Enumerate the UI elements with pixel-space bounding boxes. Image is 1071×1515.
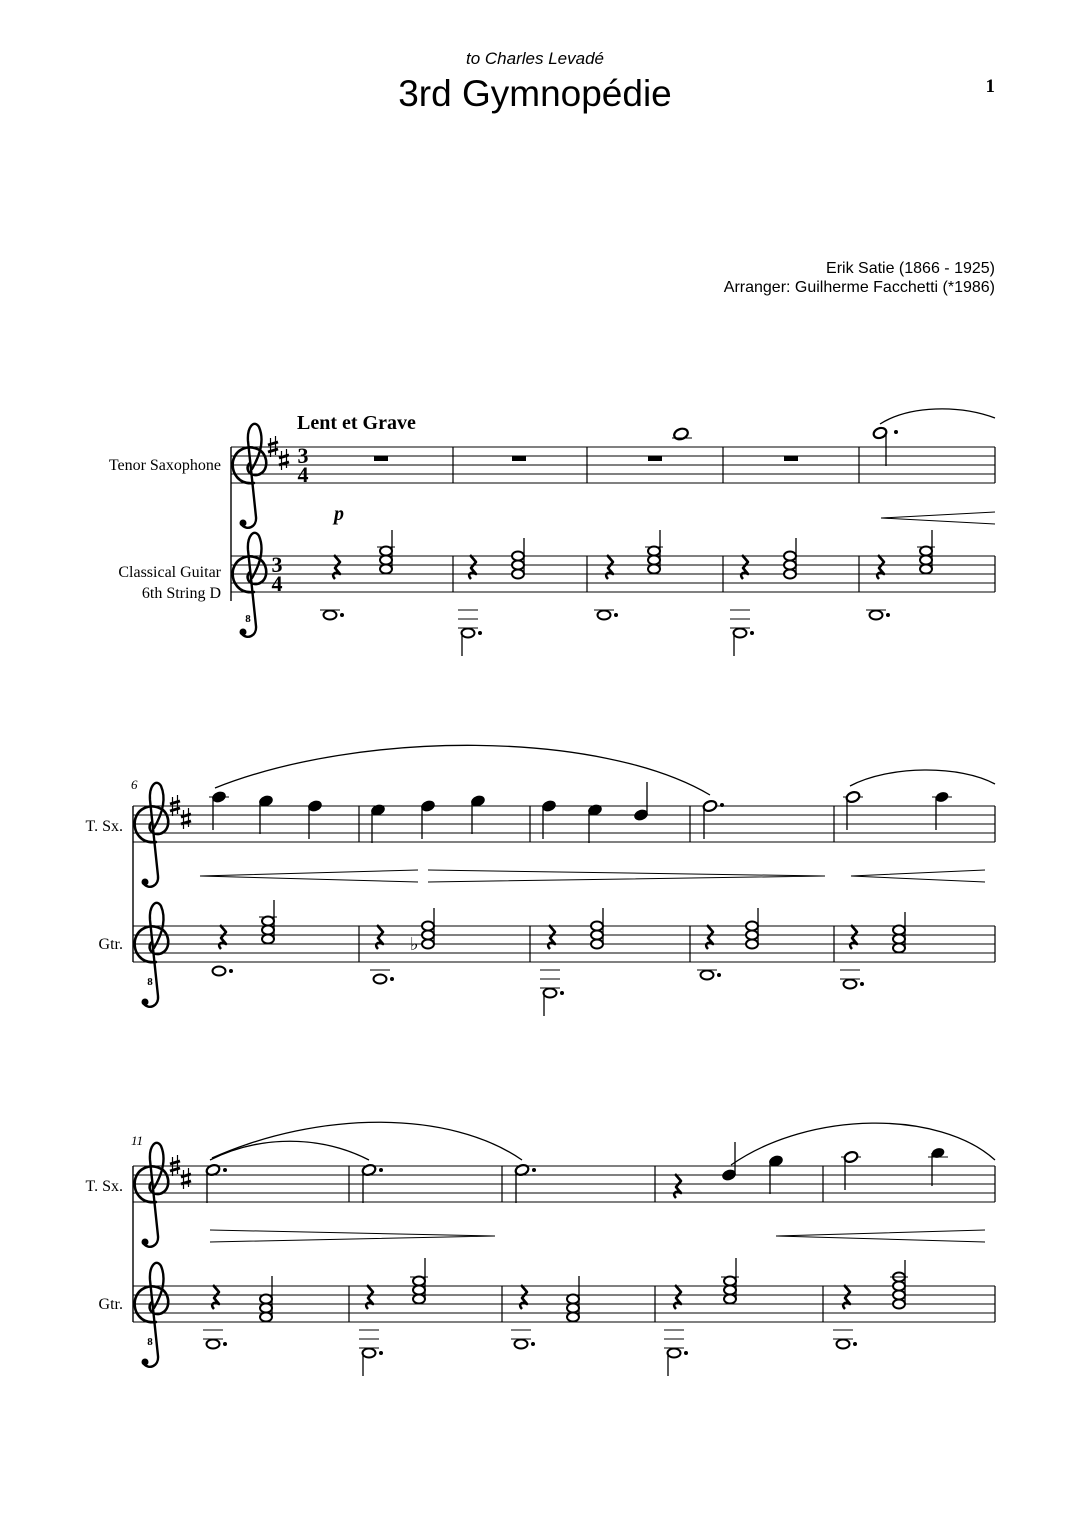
note-b5-dotted-half xyxy=(872,426,898,466)
arranger-credit: Arranger: Guilherme Facchetti (*1986) xyxy=(723,279,995,296)
guitar-measure xyxy=(320,530,395,620)
note xyxy=(514,1163,536,1203)
staff-sax xyxy=(133,1166,995,1202)
crescendo-hairpin xyxy=(851,870,985,882)
staff-sax xyxy=(231,447,995,483)
note xyxy=(205,1163,227,1203)
page-title: 3rd Gymnopédie xyxy=(398,73,672,114)
time-sig-denominator: 4 xyxy=(271,571,283,596)
instrument-label-sax: Tenor Saxophone xyxy=(108,457,221,474)
decrescendo-hairpin xyxy=(428,870,825,882)
measure-number: 11 xyxy=(131,1133,144,1148)
note xyxy=(361,1163,383,1203)
guitar-measure xyxy=(370,908,434,984)
quarter-rest xyxy=(674,1174,681,1198)
guitar-clef-octave: 8 xyxy=(245,613,251,625)
instrument-label-sax-short: T. Sx. xyxy=(85,1178,123,1195)
staff-sax xyxy=(133,806,995,842)
measure-rest xyxy=(784,456,798,461)
time-sig-numerator: 3 xyxy=(297,443,309,468)
crescendo-hairpin xyxy=(881,512,995,524)
sharp-icon xyxy=(181,808,191,829)
sax-notes xyxy=(209,782,649,843)
guitar-measure xyxy=(664,1258,739,1376)
instrument-label-guitar-line2: 6th String D xyxy=(141,585,221,602)
instrument-label-sax-short: T. Sx. xyxy=(85,818,123,835)
guitar-measure xyxy=(203,1276,272,1349)
crescendo-hairpin xyxy=(776,1230,985,1242)
guitar-measure xyxy=(866,530,935,620)
guitar-clef-octave: 8 xyxy=(147,1336,153,1348)
instrument-label-guitar-short: Gtr. xyxy=(98,1296,123,1313)
measure-number: 6 xyxy=(131,777,138,792)
time-sig-denominator: 4 xyxy=(297,462,309,487)
dedication: to Charles Levadé xyxy=(466,49,604,68)
decrescendo-hairpin xyxy=(210,1230,495,1242)
measure-rest xyxy=(648,456,662,461)
dynamic-marking: p xyxy=(334,503,344,525)
crescendo-hairpin xyxy=(200,870,418,882)
note xyxy=(672,427,692,441)
svg-text:♭: ♭ xyxy=(410,934,419,954)
guitar-measure xyxy=(594,530,663,620)
treble-clef-icon xyxy=(135,903,169,1007)
note xyxy=(841,1146,948,1190)
system-3 xyxy=(86,1122,995,1376)
note xyxy=(721,1142,783,1194)
treble-clef-icon xyxy=(135,1143,169,1247)
time-sig-numerator: 3 xyxy=(271,552,283,577)
treble-clef-icon xyxy=(135,1263,169,1367)
system-2 xyxy=(86,745,995,1016)
guitar-measure xyxy=(511,1276,579,1349)
measure-rest xyxy=(512,456,526,461)
treble-clef-icon xyxy=(135,783,169,887)
guitar-clef-octave: 8 xyxy=(147,976,153,988)
sharp-icon xyxy=(181,1168,191,1189)
instrument-label-guitar-short: Gtr. xyxy=(98,936,123,953)
measure-rest xyxy=(374,456,388,461)
system-1 xyxy=(109,409,995,656)
treble-clef-icon xyxy=(233,424,267,528)
sharp-icon xyxy=(279,449,289,470)
tempo-marking: Lent et Grave xyxy=(297,412,416,434)
composer-credit: Erik Satie (1866 - 1925) xyxy=(826,260,995,277)
guitar-measure xyxy=(840,912,905,989)
guitar-measure xyxy=(359,1258,428,1376)
instrument-label-guitar-line1: Classical Guitar xyxy=(118,564,221,581)
page-number: 1 xyxy=(985,76,995,97)
guitar-measure xyxy=(213,900,278,976)
